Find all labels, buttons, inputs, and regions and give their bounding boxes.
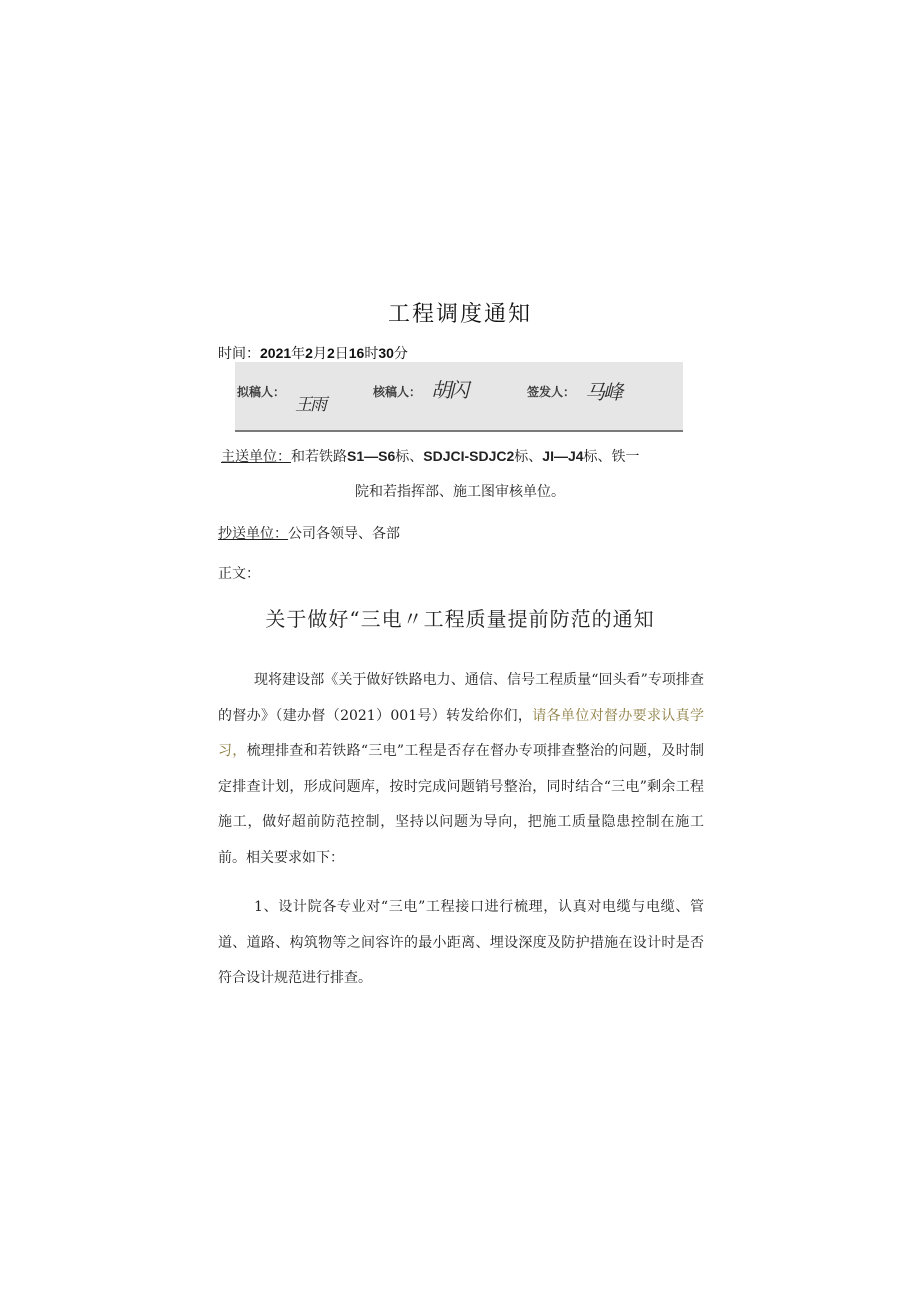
paragraph-2: 1、设计院各专业对“三电”工程接口进行梳理，认真对电缆与电缆、管道、道路、构筑物等之间容许的最小距离、埋设深度及防护措施在设计时是否符合设计规范进行排查。 <box>218 899 704 987</box>
cc-text: 公司各领导、各部 <box>288 526 400 542</box>
main-recipients-text: 标、铁一 <box>583 449 640 465</box>
time-month-unit: 月 <box>312 346 327 362</box>
time-hour: 16 <box>348 345 365 361</box>
paragraph-1-highlight: 请各单位对督办要求认真学习， <box>218 707 704 760</box>
time-month: 2 <box>305 345 313 361</box>
time-hour-unit: 时 <box>364 346 379 362</box>
issuer-label: 签发人： <box>527 385 576 399</box>
time-day: 2 <box>326 345 335 361</box>
time-line <box>218 343 408 363</box>
main-recipients-label: 主送单位： <box>221 449 291 465</box>
main-recipients-line <box>221 446 640 466</box>
reviewer-label: 核稿人： <box>373 385 422 399</box>
main-recipients-text: 和若铁路 <box>291 449 347 465</box>
main-recipients-code: JI—J4 <box>542 448 584 464</box>
paragraph-1-text: 梳理排查和若铁路“三电”工程是否存在督办专项排查整治的问题，及时制定排查计划，形成问题库，按时完成问题销号整治，同时结合“三电”剩余工程施工，做好超前防范控制，坚持以问题为导向，把施工质量隐患控制在施工前。相关要求如下： <box>218 743 704 866</box>
drafter-signature: 王雨 <box>295 395 325 415</box>
time-year-unit: 年 <box>291 346 306 362</box>
reviewer-signature: 胡闪 <box>431 378 467 402</box>
main-recipients-text: 标、 <box>514 449 543 465</box>
drafter-label: 拟稿人： <box>237 385 286 399</box>
cc-line <box>218 523 400 543</box>
issuer-signature: 马峰 <box>585 380 621 404</box>
time-label: 时间： <box>218 346 260 362</box>
time-year: 2021 <box>260 345 292 361</box>
notice-subtitle: 关于做好“三电〃工程质量提前防范的通知 <box>265 607 655 631</box>
main-recipients-text: 标、 <box>395 449 424 465</box>
paragraph-1 <box>218 663 704 877</box>
signature-block <box>235 362 683 432</box>
main-recipients-code: SDJCI-SDJC2 <box>423 448 515 464</box>
main-recipients-code: S1—S6 <box>347 448 396 464</box>
main-recipients-line2: 院和若指挥部、施工图审核单位。 <box>355 484 565 500</box>
cc-label: 抄送单位： <box>218 526 288 542</box>
document-title: 工程调度通知 <box>387 302 532 327</box>
time-minute-unit: 分 <box>393 346 408 362</box>
time-day-unit: 日 <box>334 346 349 362</box>
time-minute: 30 <box>378 345 394 361</box>
body-label: 正文： <box>218 566 260 582</box>
paragraph-1-text: 现将建设部《关于做好铁路电力、通信、信号工程质量“回头看”专项排查的督办》（建办督（2021）001号）转发给你们， <box>218 672 704 724</box>
